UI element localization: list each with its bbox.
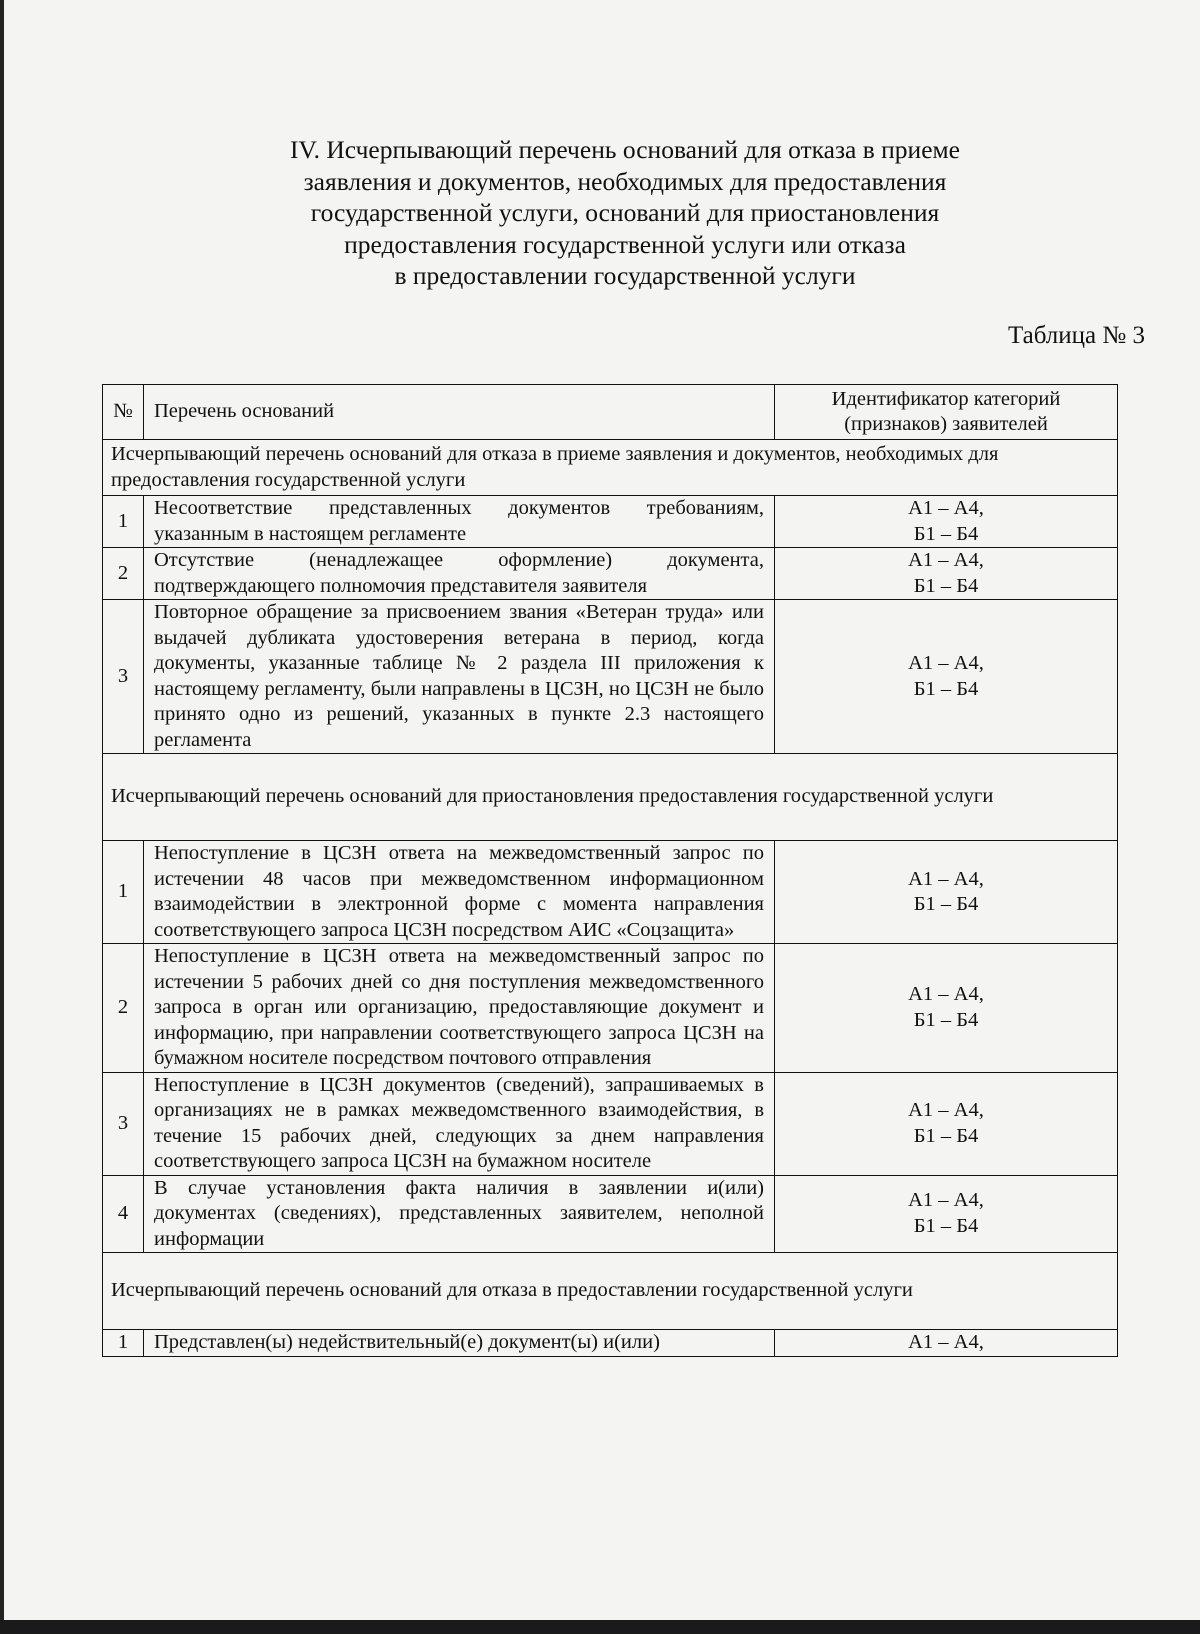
section-title: Исчерпывающий перечень оснований для отказа в предоставлении государственной услуги [103,1253,1118,1330]
heading-line: государственной услуги, оснований для приостановления [310,198,940,227]
heading-line: IV. Исчерпывающий перечень оснований для отказа в приеме [290,135,960,164]
row-num: 1 [103,1330,144,1357]
section-title: Исчерпывающий перечень оснований для отказа в приеме заявления и документов, необходимых для предоставления государственной услуги [103,440,1118,496]
table-caption: Таблица № 3 [1007,322,1145,349]
row-text: Непоступление в ЦСЗН документов (сведений), запрашиваемых в организациях не в рамках межведомственного взаимодействия, в течение 15 рабочих дней, следующих за днем направления соответствующего запроса ЦСЗН на бумажном носителе [144,1072,775,1175]
id-line: А1 – А4, [908,549,984,571]
scan-left-edge [0,0,4,1634]
id-line: А1 – А4, [908,983,984,1006]
id-line: А1 – А4, [908,1331,984,1353]
table-row [103,496,1118,548]
header-identifier: Идентификатор категорий (признаков) заявителей [775,385,1118,440]
row-identifier [775,1330,1118,1357]
row-identifier [775,944,1118,1073]
row-num: 4 [103,1175,144,1253]
scan-bottom-edge [0,1620,1200,1634]
row-num: 2 [103,944,144,1073]
row-text: Повторное обращение за присвоением звания «Ветеран труда» или выдачей дубликата удостоверения ветерана в период, когда документы, указанные таблице № 2 раздела III приложения к настоящему регламенту, были направлены в ЦСЗН, но ЦСЗН не было принято одно из решений, указанных в пункте 2.3 настоящего регламента [144,600,775,754]
table-row [103,1175,1118,1253]
id-line: Б1 – Б4 [913,1008,979,1031]
row-identifier [775,1072,1118,1175]
row-num: 1 [103,841,144,944]
header-grounds: Перечень оснований [144,385,775,440]
grounds-table [102,384,1118,1357]
table-row [103,1330,1118,1357]
row-text: Непоступление в ЦСЗН ответа на межведомственный запрос по истечении 5 рабочих дней со дня поступления межведомственного запроса в орган или организацию, предоставляющие документ и информацию, при направлении соответствующего запроса ЦСЗН на бумажном носителе посредством почтового отправления [144,944,775,1073]
id-line: А1 – А4, [908,1189,984,1212]
heading-line: заявления и документов, необходимых для предоставления [303,166,947,196]
table-row [103,841,1118,944]
heading-line: предоставления государственной услуги или отказа [344,229,906,259]
row-text: Представлен(ы) недействительный(е) документ(ы) и(или) [144,1330,775,1357]
id-line: Б1 – Б4 [913,677,979,700]
section-heading [150,134,1100,292]
header-num: № [103,385,144,440]
table-header-row [103,385,1118,440]
id-line: Б1 – Б4 [913,522,979,545]
section-title: Исчерпывающий перечень оснований для приостановления предоставления государственной услуги [103,754,1118,841]
row-text: Непоступление в ЦСЗН ответа на межведомственный запрос по истечении 48 часов при межведомственном информационном взаимодействии в электронной форме с момента направления соответствующего запроса ЦСЗН посредством АИС «Соцзащита» [144,841,775,944]
table-row [103,600,1118,754]
row-identifier [775,841,1118,944]
id-line: А1 – А4, [908,1099,984,1121]
id-line: Б1 – Б4 [913,1124,979,1147]
row-num: 1 [103,496,144,548]
row-text: В случае установления факта наличия в заявлении и(или) документах (сведениях), представленных заявителем, неполной информации [144,1175,775,1253]
id-line: Б1 – Б4 [913,1214,979,1237]
section-row [103,1253,1118,1330]
row-text: Отсутствие (ненадлежащее оформление) документа, подтверждающего полномочия представителя заявителя [144,548,775,600]
row-identifier [775,600,1118,754]
row-num: 3 [103,1072,144,1175]
id-line: А1 – А4, [908,652,984,674]
id-line: А1 – А4, [908,867,984,890]
table-row [103,1072,1118,1175]
row-identifier [775,548,1118,600]
row-num: 3 [103,600,144,754]
row-num: 2 [103,548,144,600]
table-row [103,548,1118,600]
section-row [103,754,1118,841]
heading-line: в предоставлении государственной услуги [394,261,856,290]
row-text: Несоответствие представленных документов требованиям, указанным в настоящем регламенте [144,496,775,548]
row-identifier [775,1175,1118,1253]
id-line: Б1 – Б4 [913,893,979,915]
row-identifier [775,496,1118,548]
id-line: А1 – А4, [908,497,984,519]
table-row [103,944,1118,1073]
section-row [103,440,1118,496]
id-line: Б1 – Б4 [913,574,979,597]
